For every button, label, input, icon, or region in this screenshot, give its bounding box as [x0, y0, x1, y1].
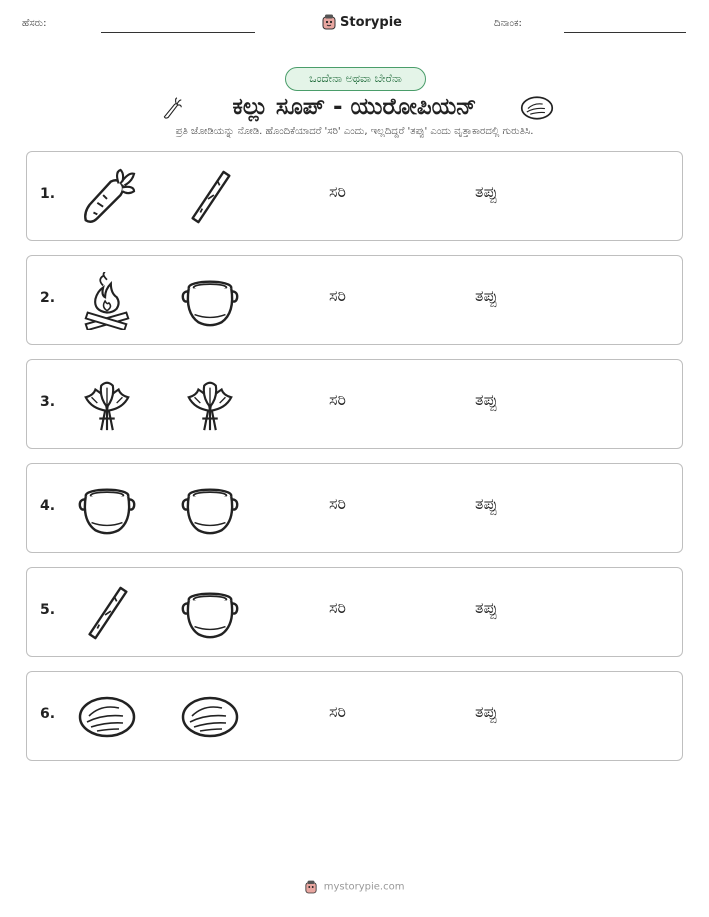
question-row — [26, 463, 683, 553]
option-false[interactable]: ತಪ್ಪು — [475, 598, 498, 617]
date-line — [564, 32, 686, 33]
option-false[interactable]: ತಪ್ಪು — [475, 494, 498, 513]
pot-icon — [180, 272, 240, 330]
question-number: 1. — [40, 186, 56, 202]
bread-icon — [520, 95, 554, 121]
question-row — [26, 567, 683, 657]
question-number: 6. — [40, 706, 56, 722]
activity-type-badge: ಒಂದೇನಾ ಅಥವಾ ಬೇರೆನಾ — [285, 67, 426, 91]
stick-icon — [77, 584, 137, 642]
pot-icon — [180, 480, 240, 538]
bread-icon — [77, 688, 137, 746]
pot-icon — [180, 584, 240, 642]
herbs-icon — [77, 376, 137, 434]
option-true[interactable]: ಸರಿ — [329, 702, 346, 721]
storypie-mascot-icon — [322, 14, 336, 30]
brand-name: Storypie — [340, 14, 402, 30]
campfire-icon — [77, 272, 137, 330]
name-label: ಹೆಸರು: — [22, 18, 47, 29]
carrot-icon — [77, 168, 137, 226]
option-true[interactable]: ಸರಿ — [329, 286, 346, 305]
title-row — [0, 90, 709, 124]
instructions: ಪ್ರತಿ ಜೋಡಿಯನ್ನು ನೋಡಿ. ಹೊಂದಿಕೆಯಾದರೆ 'ಸರಿ' ಎಂದು, ಇಲ್ಲದಿದ್ದರೆ 'ತಪ್ಪು' ಎಂದು ವೃತ್ತಾಕಾರದಲ್ಲಿ ಗುರುತಿಸಿ. — [175, 126, 534, 137]
pot-icon — [77, 480, 137, 538]
option-false[interactable]: ತಪ್ಪು — [475, 182, 498, 201]
question-number: 2. — [40, 290, 56, 306]
page-title: ಕಲ್ಲು ಸೂಪ್ - ಯುರೋಪಿಯನ್ — [232, 94, 477, 120]
name-line — [101, 32, 255, 33]
option-false[interactable]: ತಪ್ಪು — [475, 286, 498, 305]
question-number: 5. — [40, 602, 56, 618]
question-number: 3. — [40, 394, 56, 410]
option-false[interactable]: ತಪ್ಪು — [475, 702, 498, 721]
date-label: ದಿನಾಂಕ: — [494, 18, 522, 29]
option-true[interactable]: ಸರಿ — [329, 598, 346, 617]
storypie-mascot-icon — [305, 880, 317, 894]
carrot-icon — [160, 93, 182, 123]
stick-icon — [180, 168, 240, 226]
page-header — [0, 14, 709, 38]
question-row — [26, 359, 683, 449]
option-true[interactable]: ಸರಿ — [329, 494, 346, 513]
question-row — [26, 255, 683, 345]
bread-icon — [180, 688, 240, 746]
option-true[interactable]: ಸರಿ — [329, 390, 346, 409]
brand-logo — [322, 14, 402, 30]
question-row — [26, 671, 683, 761]
question-row — [26, 151, 683, 241]
option-true[interactable]: ಸರಿ — [329, 182, 346, 201]
option-false[interactable]: ತಪ್ಪು — [475, 390, 498, 409]
question-number: 4. — [40, 498, 56, 514]
footer — [0, 880, 709, 894]
footer-site: mystorypie.com — [323, 881, 405, 893]
herbs-icon — [180, 376, 240, 434]
